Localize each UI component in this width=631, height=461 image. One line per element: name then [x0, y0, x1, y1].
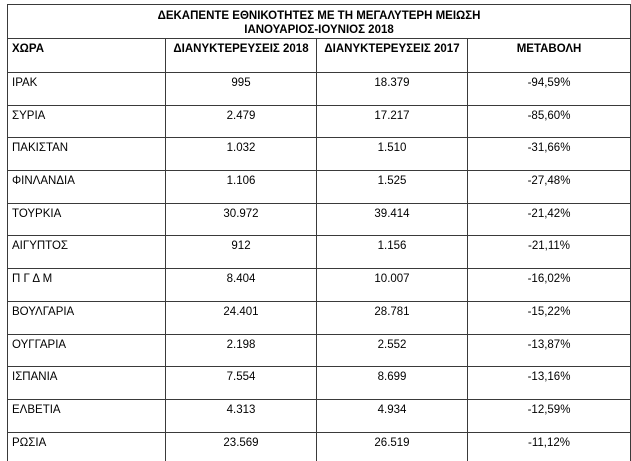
column-header-nights-2017: ΔΙΑΝΥΚΤΕΡΕΥΣΕΙΣ 2017	[317, 39, 468, 73]
table-row	[8, 301, 631, 334]
header-row	[8, 39, 631, 73]
nights-2017-cell: 8.699	[317, 367, 468, 400]
country-cell: ΑΙΓΥΠΤΟΣ	[8, 236, 166, 269]
change-cell: -85,60%	[468, 105, 631, 138]
country-cell: ΕΛΒΕΤΙΑ	[8, 399, 166, 432]
table-title-line1: ΔΕΚΑΠΕΝΤΕ ΕΘΝΙΚΟΤΗΤΕΣ ΜΕ ΤΗ ΜΕΓΑΛΥΤΕΡΗ ΜΕΙΩΣΗ	[157, 10, 481, 22]
table-title-line2: ΙΑΝΟΥΑΡΙΟΣ-ΙΟΥΝΙΟΣ 2018	[244, 24, 394, 36]
country-cell: ΙΣΠΑΝΙΑ	[8, 367, 166, 400]
table-row	[8, 138, 631, 171]
column-header-country: ΧΩΡΑ	[8, 39, 166, 73]
nights-2018-cell: 4.313	[166, 399, 317, 432]
nights-2018-cell: 1.106	[166, 171, 317, 204]
column-header-nights-2018: ΔΙΑΝΥΚΤΕΡΕΥΣΕΙΣ 2018	[166, 39, 317, 73]
nights-2018-cell: 995	[166, 73, 317, 106]
country-cell: ΡΩΣΙΑ	[8, 432, 166, 461]
change-cell: -16,02%	[468, 269, 631, 302]
change-cell: -27,48%	[468, 171, 631, 204]
change-cell: -15,22%	[468, 301, 631, 334]
country-cell: ΠΑΚΙΣΤΑΝ	[8, 138, 166, 171]
table-row	[8, 105, 631, 138]
country-cell: ΤΟΥΡΚΙΑ	[8, 203, 166, 236]
nights-2017-cell: 28.781	[317, 301, 468, 334]
nights-2017-cell: 18.379	[317, 73, 468, 106]
nights-2018-cell: 912	[166, 236, 317, 269]
nights-2017-cell: 10.007	[317, 269, 468, 302]
nights-2018-cell: 23.569	[166, 432, 317, 461]
table-row	[8, 203, 631, 236]
table-row	[8, 367, 631, 400]
table-row	[8, 334, 631, 367]
nights-2018-cell: 2.479	[166, 105, 317, 138]
change-cell: -94,59%	[468, 73, 631, 106]
column-header-change: ΜΕΤΑΒΟΛΗ	[468, 39, 631, 73]
nights-2018-cell: 7.554	[166, 367, 317, 400]
change-cell: -21,11%	[468, 236, 631, 269]
country-cell: ΒΟΥΛΓΑΡΙΑ	[8, 301, 166, 334]
nights-2017-cell: 17.217	[317, 105, 468, 138]
table-row	[8, 399, 631, 432]
table-row	[8, 171, 631, 204]
table-row	[8, 236, 631, 269]
country-cell: ΟΥΓΓΑΡΙΑ	[8, 334, 166, 367]
nights-2017-cell: 1.510	[317, 138, 468, 171]
country-cell: Π Γ Δ Μ	[8, 269, 166, 302]
table-row	[8, 432, 631, 461]
change-cell: -21,42%	[468, 203, 631, 236]
change-cell: -12,59%	[468, 399, 631, 432]
change-cell: -31,66%	[468, 138, 631, 171]
country-cell: ΦΙΝΛΑΝΔΙΑ	[8, 171, 166, 204]
nights-2018-cell: 8.404	[166, 269, 317, 302]
nights-2018-cell: 30.972	[166, 203, 317, 236]
change-cell: -13,16%	[468, 367, 631, 400]
nights-2017-cell: 4.934	[317, 399, 468, 432]
nights-2018-cell: 24.401	[166, 301, 317, 334]
nights-2017-cell: 1.525	[317, 171, 468, 204]
nights-2017-cell: 39.414	[317, 203, 468, 236]
nationalities-decrease-table	[7, 4, 631, 461]
nights-2017-cell: 2.552	[317, 334, 468, 367]
country-cell: ΣΥΡΙΑ	[8, 105, 166, 138]
nights-2018-cell: 2.198	[166, 334, 317, 367]
nights-2018-cell: 1.032	[166, 138, 317, 171]
table-title	[8, 5, 631, 39]
change-cell: -11,12%	[468, 432, 631, 461]
change-cell: -13,87%	[468, 334, 631, 367]
table-row	[8, 269, 631, 302]
table-row	[8, 73, 631, 106]
nights-2017-cell: 1.156	[317, 236, 468, 269]
title-row	[8, 5, 631, 39]
country-cell: ΙΡΑΚ	[8, 73, 166, 106]
nights-2017-cell: 26.519	[317, 432, 468, 461]
